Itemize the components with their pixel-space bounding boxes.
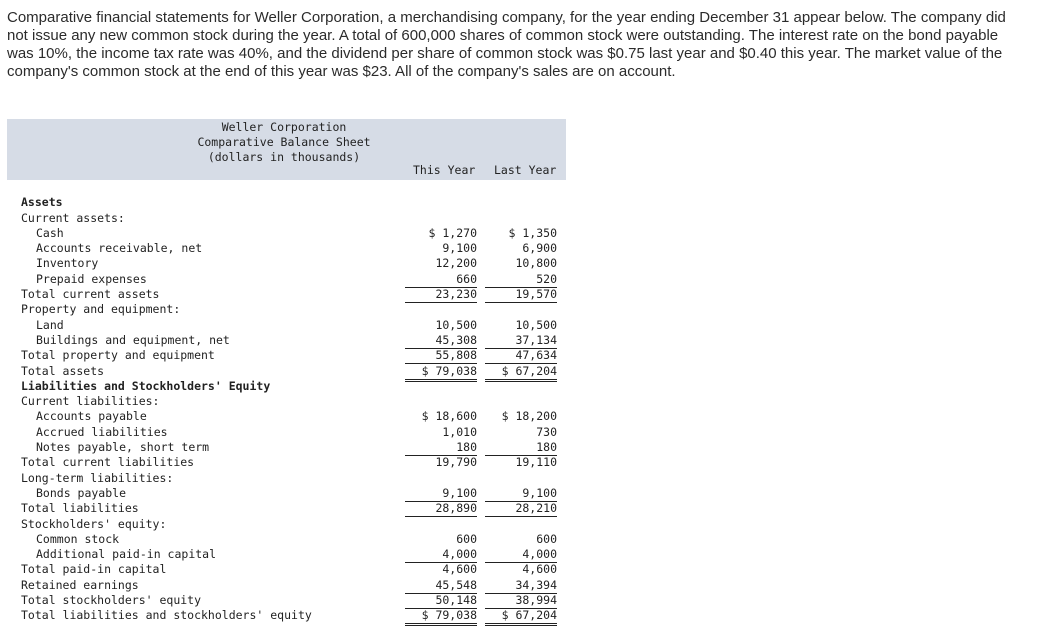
table-row [7,256,566,271]
row-label: Additional paid-in capital [36,547,217,562]
this-year-value: 55,808 [405,348,477,364]
last-year-value: 38,994 [485,593,557,609]
table-row [7,517,566,532]
table-row [7,471,566,486]
this-year-value: 4,000 [405,547,477,563]
this-year-value: $ 79,038 [405,364,477,382]
table-row [7,562,566,577]
row-label: Total stockholders' equity [21,593,202,608]
row-label: Current assets: [21,210,125,225]
row-label: Inventory [36,256,99,271]
table-row [7,394,566,409]
row-label: Retained earnings [21,577,139,592]
this-year-value: 45,308 [405,333,477,349]
table-row [7,195,566,210]
this-year-value: 4,600 [442,562,477,577]
this-year-value: 45,548 [405,578,477,594]
row-label: Assets [21,195,63,210]
this-year-value: 28,890 [405,501,477,517]
table-row [7,532,566,547]
last-year-value: 180 [485,440,557,456]
statement-title: Comparative Balance Sheet [197,135,371,149]
table-row [7,302,566,317]
table-row [7,440,566,455]
row-label: Bonds payable [36,485,127,500]
table-row [7,547,566,562]
this-year-value: 660 [405,272,477,288]
this-year-value: 19,790 [435,455,477,470]
problem-statement: Comparative financial statements for Weller Corporation, a merchandising company, for the year ending December 31 appear below. The company did not issue any new common stock during the year. A total of 600,000 shares of common stock were outstanding. The interest rate on the bond payable was 10%, the income tax rate was 40%, and the dividend per share of common stock was $0.75 last year and $0.40 this year. The market value of the company's common stock at the end of this year was $23. All of the company's sales are on account. [7,9,1006,80]
table-row [7,364,566,379]
this-year-value: 12,200 [435,256,477,271]
col-header-last-year: Last Year [494,163,557,177]
row-label: Land [36,317,64,332]
last-year-value: 10,500 [515,317,557,332]
last-year-value: 730 [536,424,557,439]
last-year-value: 47,634 [485,348,557,364]
last-year-value: 10,800 [515,256,557,271]
table-row [7,455,566,470]
last-year-value: 28,210 [485,501,557,517]
table-row [7,226,566,241]
this-year-value: $ 79,038 [405,608,477,626]
last-year-value: 34,394 [485,578,557,594]
table-row [7,578,566,593]
table-row [7,211,566,226]
last-year-value: 37,134 [485,333,557,349]
row-label: Total current liabilities [21,455,195,470]
balance-sheet-header [7,119,566,180]
last-year-value: 19,570 [485,287,557,303]
table-row [7,593,566,608]
row-label: Total assets [21,363,105,378]
row-label: Current liabilities: [21,394,160,409]
row-label: Total paid-in capital [21,562,167,577]
balance-sheet [7,119,566,624]
last-year-value: 600 [536,531,557,546]
table-row [7,348,566,363]
row-label: Total current assets [21,287,160,302]
row-label: Accounts payable [36,409,147,424]
company-name: Weller Corporation [221,120,347,134]
this-year-value: 9,100 [405,486,477,502]
this-year-value: 600 [456,531,477,546]
table-row [7,486,566,501]
table-row [7,608,566,623]
row-label: Buildings and equipment, net [36,332,230,347]
row-label: Cash [36,225,64,240]
last-year-value: 4,000 [485,547,557,563]
table-row [7,333,566,348]
last-year-value: 6,900 [522,241,557,256]
this-year-value: 23,230 [405,287,477,303]
header-titles [189,120,379,165]
last-year-value: $ 18,200 [501,409,557,424]
balance-sheet-rows [7,180,566,624]
row-label: Total liabilities [21,501,139,516]
this-year-value: 9,100 [442,241,477,256]
row-label: Long-term liabilities: [21,470,174,485]
this-year-value: 1,010 [442,424,477,439]
row-label: Stockholders' equity: [21,516,167,531]
this-year-value: 10,500 [435,317,477,332]
row-label: Accrued liabilities [36,424,168,439]
table-row [7,409,566,424]
col-header-this-year: This Year [413,163,476,177]
table-row [7,501,566,516]
table-row [7,318,566,333]
row-label: Prepaid expenses [36,271,147,286]
last-year-value: $ 67,204 [485,364,557,382]
units-note: (dollars in thousands) [207,150,361,164]
last-year-value: $ 1,350 [508,225,557,240]
this-year-value: 180 [405,440,477,456]
this-year-value: $ 1,270 [428,225,477,240]
row-label: Accounts receivable, net [36,241,203,256]
this-year-value: $ 18,600 [421,409,477,424]
table-row [7,241,566,256]
table-row [7,272,566,287]
table-row [7,425,566,440]
last-year-value: 520 [485,272,557,288]
last-year-value: 4,600 [522,562,557,577]
table-row [7,287,566,302]
last-year-value: 9,100 [485,486,557,502]
row-label: Property and equipment: [21,302,181,317]
row-label: Total liabilities and stockholders' equity [21,608,312,623]
this-year-value: 50,148 [405,593,477,609]
row-label: Common stock [36,531,120,546]
last-year-value: $ 67,204 [485,608,557,626]
row-label: Liabilities and Stockholders' Equity [21,378,271,393]
row-label: Total property and equipment [21,348,215,363]
row-label: Notes payable, short term [36,440,210,455]
table-row [7,379,566,394]
last-year-value: 19,110 [515,455,557,470]
